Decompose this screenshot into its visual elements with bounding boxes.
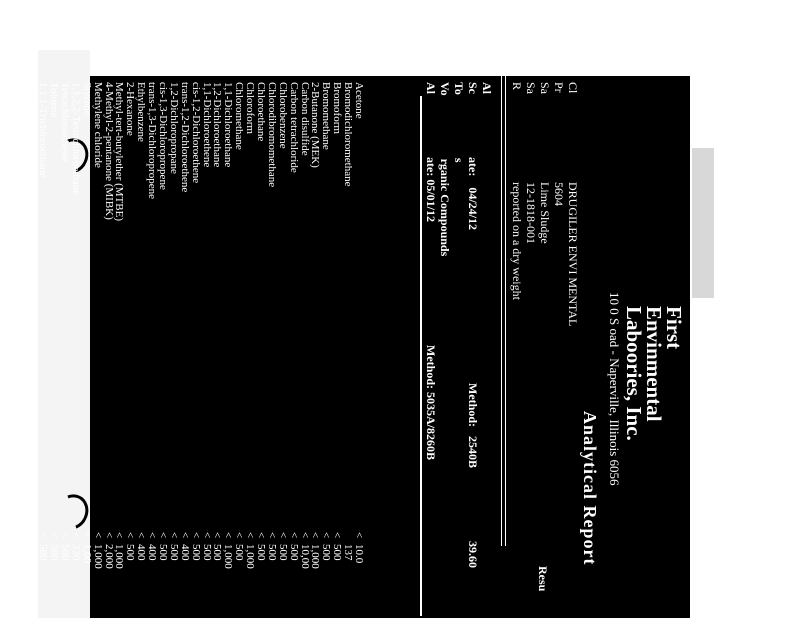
- analyte-row: [288, 82, 299, 622]
- lab-name-line-3: Laboories, Inc.: [622, 306, 646, 441]
- analyte-name: Tetrachloroethene: [58, 82, 71, 162]
- less-than-flag: <: [156, 532, 169, 539]
- analyte-row: [310, 82, 321, 622]
- analyte-name: cis-1,2-Dichloroethene: [189, 82, 202, 184]
- less-than-flag: <: [276, 532, 289, 539]
- analyte-result: 500: [156, 544, 169, 561]
- analyte-result: 10,00: [298, 544, 311, 569]
- analyte-name: Styrene: [80, 82, 93, 116]
- analyte-row: [157, 82, 168, 622]
- less-than-flag: <: [15, 532, 28, 539]
- analyte-row: [124, 82, 135, 622]
- analyte-result: 137: [342, 544, 355, 561]
- analyte-result: 500: [167, 544, 180, 561]
- analyte-result: 500: [200, 544, 213, 561]
- less-than-flag: <: [331, 532, 344, 539]
- lab-name: [624, 306, 684, 546]
- analyte-name: Trichloroethene: [15, 82, 28, 152]
- total-row: To s: [452, 82, 466, 163]
- analyte-result: 500: [48, 544, 61, 561]
- analyte-name: 1,1-Dichloroethane: [222, 82, 235, 168]
- less-than-flag: <: [124, 532, 137, 539]
- lab-address: 10 0 S oad - Naperville, Illinois 6056: [607, 292, 622, 486]
- analyte-row: [26, 82, 37, 622]
- scan-artifact: [420, 96, 422, 616]
- analyte-result: 500: [331, 544, 344, 561]
- analyte-name: 1,1-Dichloroethene: [200, 82, 213, 168]
- analyte-result: 1,000: [91, 544, 104, 569]
- result-column-header: Resu: [536, 566, 550, 592]
- analyte-row: [16, 82, 27, 622]
- analyte-result: 500: [15, 544, 28, 561]
- analyte-result: 500: [124, 544, 137, 561]
- less-than-flag: <: [167, 532, 180, 539]
- analyte-result: 500: [211, 544, 224, 561]
- analyte-result: 500: [58, 544, 71, 561]
- analyte-row: [103, 82, 114, 622]
- less-than-flag: <: [265, 532, 278, 539]
- less-than-flag: <: [58, 532, 71, 539]
- analyte-row: [59, 82, 70, 622]
- divider: [505, 76, 506, 546]
- analyte-row: [320, 82, 331, 622]
- analyte-name: 1,1,2-Trichloroethane: [26, 82, 39, 178]
- analyte-result: 1,000: [309, 544, 322, 569]
- analyte-name: 1,1,1-Trichloroethane: [37, 82, 50, 178]
- analyte-row: [331, 82, 342, 622]
- analyte-name: 2-Butanone (MEK): [309, 82, 322, 168]
- analyte-result: 500: [26, 544, 39, 561]
- analyte-row: [266, 82, 277, 622]
- analyte-row: [299, 82, 310, 622]
- analyte-row: [70, 82, 81, 622]
- less-than-flag: <: [80, 532, 93, 539]
- analyte-row: [190, 82, 201, 622]
- analyte-name: 1,2-Dichloropropane: [167, 82, 180, 174]
- analyte-result: 500: [276, 544, 289, 561]
- analyte-result: 500: [287, 544, 300, 561]
- analyte-row: [48, 82, 59, 622]
- analyte-row: [222, 82, 233, 622]
- analyte-result: 400: [178, 544, 191, 561]
- analyte-name: Chloroethane: [254, 82, 267, 142]
- analyte-result: 1,000: [113, 544, 126, 569]
- analyte-result: 1,00: [80, 544, 93, 564]
- less-than-flag: <: [26, 532, 39, 539]
- analyte-result: 500: [189, 544, 202, 561]
- less-than-flag: <: [178, 532, 191, 539]
- volatile-section-row: Vo rganic Compounds: [438, 82, 452, 257]
- analyte-name: trans-1,3-Dichloropropene: [146, 82, 159, 199]
- analyte-name: Bromoform: [331, 82, 344, 134]
- analyte-row: [353, 82, 364, 622]
- less-than-flag: <: [309, 532, 322, 539]
- less-than-flag: <: [254, 532, 267, 539]
- client-info-row: ClDRUGILER ENVI MENTAL: [566, 82, 580, 327]
- less-than-flag: <: [320, 532, 333, 539]
- less-than-flag: <: [91, 532, 104, 539]
- analyte-row: [201, 82, 212, 622]
- less-than-flag: <: [135, 532, 148, 539]
- analyte-result: 500: [265, 544, 278, 561]
- analyte-result: 500: [233, 544, 246, 561]
- less-than-flag: <: [353, 532, 365, 539]
- less-than-flag: <: [211, 532, 224, 539]
- less-than-flag: <: [69, 532, 82, 539]
- analyte-result: 500: [320, 544, 333, 561]
- less-than-flag: <: [189, 532, 202, 539]
- analysis-date-row: Al ate: 05/01/12 Method: 5035A/8260B: [424, 82, 438, 460]
- analyte-name: Ethylbenzene: [135, 82, 148, 142]
- analyte-row: [255, 82, 266, 622]
- analyte-name: 1,2-Dichloroethane: [211, 82, 224, 168]
- analyte-name: Toluene: [48, 82, 61, 118]
- scan-artifact: [692, 148, 714, 298]
- analyte-result: 1,000: [244, 544, 257, 569]
- analyte-name: Chlorodibromomethane: [265, 82, 278, 188]
- report-title: Analytical Report: [580, 411, 600, 566]
- reported-basis-row: Rreported on a dry weight: [510, 82, 524, 300]
- sample-id-row: Sa12-1818-001: [524, 82, 538, 244]
- solids-row: Sc ate: 04/24/12 Method: 2540B 39.60: [466, 82, 480, 569]
- less-than-flag: <: [222, 532, 235, 539]
- analyte-row: [92, 82, 103, 622]
- analyte-table: [16, 82, 365, 622]
- analyte-name: Chloroform: [244, 82, 257, 134]
- divider: [501, 76, 502, 546]
- analyte-name: Methylene chloride: [91, 82, 104, 168]
- analyte-name: Bromomethane: [320, 82, 333, 150]
- analyte-name: 4-Methyl-2-pentanone (MIBK): [102, 82, 115, 220]
- analyte-row: [146, 82, 157, 622]
- less-than-flag: <: [200, 532, 213, 539]
- analyte-row: [37, 82, 48, 622]
- analyte-name: trans-1,2-Dichloroethene: [178, 82, 191, 193]
- analyte-result: 10.0: [353, 544, 365, 564]
- inverted-report-sheet: [15, 76, 690, 618]
- analyte-row: [179, 82, 190, 622]
- analyte-name: Acetone: [353, 82, 365, 119]
- less-than-flag: <: [37, 532, 50, 539]
- analyte-result: 500: [254, 544, 267, 561]
- analyte-row: [212, 82, 223, 622]
- analyte-name: Bromodichloromethane: [342, 82, 355, 187]
- sample-matrix-row: SaLime Sludge: [538, 82, 552, 244]
- less-than-flag: <: [287, 532, 300, 539]
- analyte-result: 1,000: [222, 544, 235, 569]
- analyte-row: [277, 82, 288, 622]
- analyte-name: Carbon tetrachloride: [287, 82, 300, 173]
- analyte-row: [233, 82, 244, 622]
- analyte-name: 2-Hexanone: [124, 82, 137, 136]
- a-label-row: Al: [480, 82, 494, 94]
- analyte-name: Methyl-tert-butylether (MTBE): [113, 82, 126, 221]
- less-than-flag: <: [244, 532, 257, 539]
- analyte-result: 400: [146, 544, 159, 561]
- analyte-row: [342, 82, 353, 622]
- less-than-flag: <: [298, 532, 311, 539]
- less-than-flag: <: [48, 532, 61, 539]
- less-than-flag: <: [113, 532, 126, 539]
- analyte-name: cis-1,3-Dichloropropene: [156, 82, 169, 190]
- analyte-name: Chloromethane: [233, 82, 246, 150]
- analyte-result: 320: [69, 544, 82, 561]
- less-than-flag: <: [233, 532, 246, 539]
- analyte-row: [244, 82, 255, 622]
- analyte-name: Chlorobenzene: [276, 82, 289, 149]
- project-info-row: Pr5604: [552, 82, 566, 206]
- less-than-flag: <: [146, 532, 159, 539]
- analyte-name: Carbon disulfide: [298, 82, 311, 156]
- analyte-row: [135, 82, 146, 622]
- lab-name-line-2: Envinmental: [642, 306, 666, 422]
- analyte-result: 2,000: [102, 544, 115, 569]
- analyte-result: 400: [135, 544, 148, 561]
- rotated-report-content: [15, 76, 690, 618]
- analyte-row: [81, 82, 92, 622]
- analyte-row: [114, 82, 125, 622]
- less-than-flag: <: [102, 532, 115, 539]
- analyte-result: 500: [37, 544, 50, 561]
- analyte-name: 1,1,2,2-Tetrachloroethane: [69, 82, 82, 196]
- analyte-row: [168, 82, 179, 622]
- lab-name-line-1: First: [662, 306, 686, 350]
